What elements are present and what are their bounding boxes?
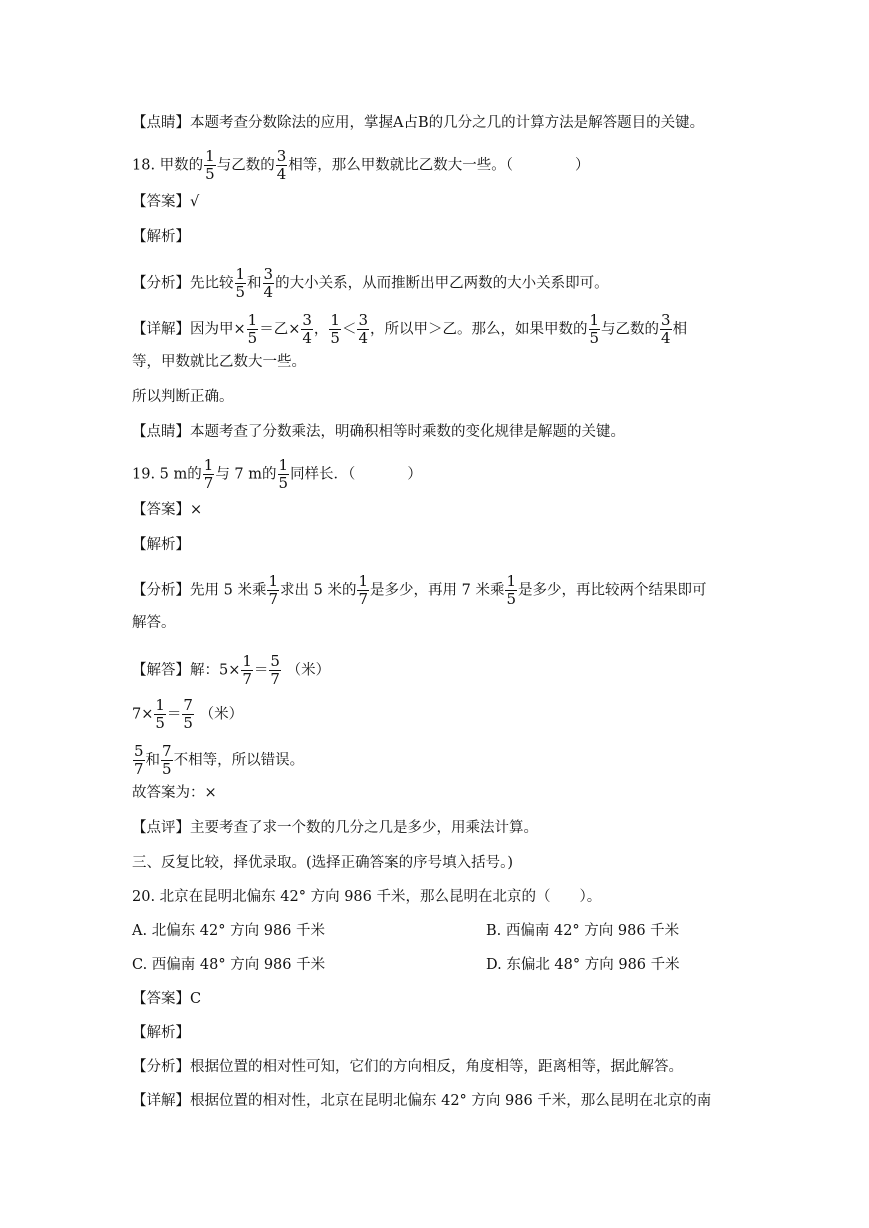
text: ，所以甲＞乙。那么，如果甲数的 [370, 321, 588, 338]
fraction-1-5 [505, 573, 517, 608]
fraction-1-7 [267, 573, 279, 608]
text: 7× [132, 706, 154, 723]
option-a: A. 北偏东 42° 方向 986 千米 [132, 923, 326, 939]
numerator: 5 [270, 652, 280, 670]
numerator: 5 [134, 742, 144, 760]
fraction-1-5 [235, 266, 247, 301]
equation-2 [132, 697, 243, 732]
fraction-1-5 [247, 312, 259, 347]
text: 所以判断正确。 [132, 389, 234, 405]
fraction-3-4 [660, 312, 672, 347]
text: 与乙数的 [216, 157, 275, 174]
numerator: 1 [205, 147, 215, 165]
numerator: 7 [162, 742, 172, 760]
text: 20. 北京在昆明北偏东 42° 方向 986 千米，那么昆明在北京的（ ）。 [132, 889, 602, 905]
text: 求出 5 米的 [280, 582, 357, 599]
fraction-3-4 [263, 266, 275, 301]
text: 19. 5 m的 [132, 466, 202, 483]
fraction-7-5 [161, 743, 173, 778]
detail-20 [132, 1091, 711, 1111]
text: 【解析】 [132, 229, 190, 245]
denominator: 5 [506, 590, 516, 608]
question-18 [132, 148, 590, 183]
analysis-heading-18 [132, 227, 190, 247]
denominator: 5 [205, 165, 215, 183]
numerator: 1 [506, 572, 516, 590]
denominator: 5 [183, 714, 193, 732]
text: 解答。 [132, 615, 176, 631]
fraction-1-7 [241, 653, 253, 688]
denominator: 7 [134, 760, 144, 778]
denominator: 4 [276, 165, 287, 183]
text: ＝ [166, 706, 182, 723]
detail-18 [132, 312, 687, 347]
fraction-1-5 [589, 312, 601, 347]
numerator: 7 [183, 696, 193, 714]
fraction-1-7 [357, 573, 369, 608]
text: 不相等，所以错误。 [173, 752, 305, 769]
numerator: 3 [358, 311, 368, 329]
text: 的大小关系，从而推断出甲乙两数的大小关系即可。 [275, 275, 609, 292]
text: 【分析】先比较 [132, 275, 234, 292]
text: 【详解】因为甲× [132, 321, 246, 338]
tip-18 [132, 422, 625, 442]
text: 故答案为：× [132, 785, 217, 801]
text: 相等，那么甲数就比乙数大一些。（ [288, 157, 514, 174]
denominator: 4 [302, 329, 312, 347]
text: ＝乙× [259, 321, 301, 338]
analysis-19 [132, 573, 707, 608]
numerator: 1 [247, 311, 258, 329]
fraction-5-7 [133, 743, 145, 778]
text: 【分析】根据位置的相对性可知，它们的方向相反，角度相等，距离相等，据此解答。 [132, 1059, 683, 1075]
equation-3 [132, 743, 304, 778]
numerator: 3 [302, 311, 312, 329]
denominator: 4 [263, 283, 274, 301]
numerator: 1 [203, 456, 214, 474]
text: 相 [672, 321, 688, 338]
text: （米） [199, 706, 244, 723]
denominator: 5 [330, 329, 340, 347]
text: ＜ [341, 321, 357, 338]
fraction-3-4 [301, 312, 313, 347]
options-row-1 [132, 921, 325, 941]
analysis-19-cont [132, 613, 176, 633]
question-19 [132, 457, 422, 492]
options-row-2-col-2 [486, 955, 680, 975]
options-row-1-col-2 [486, 921, 679, 941]
text: 同样长．（ [290, 466, 356, 483]
numerator: 1 [268, 572, 278, 590]
text: 和 [247, 275, 262, 292]
text: 18. 甲数的 [132, 157, 204, 174]
answer-18 [132, 192, 199, 212]
answer-19 [132, 500, 202, 520]
question-20 [132, 887, 601, 907]
fraction-3-4 [276, 148, 288, 183]
text: 【解答】解：5× [132, 662, 241, 679]
text: 【答案】× [132, 502, 203, 518]
fraction-5-7 [269, 653, 281, 688]
option-d: D. 东偏北 48° 方向 986 千米 [486, 957, 680, 973]
text: 【详解】根据位置的相对性，北京在昆明北偏东 42° 方向 986 千米，那么昆明在北京的南 [132, 1093, 712, 1109]
text: 是多少，再比较两个结果即可 [518, 582, 707, 599]
denominator: 7 [203, 474, 214, 492]
text: ， [313, 321, 329, 338]
fraction-1-5 [329, 312, 341, 347]
text: 【点评】主要考查了求一个数的几分之几是多少，用乘法计算。 [132, 820, 538, 836]
denominator: 5 [278, 474, 289, 492]
numerator: 1 [330, 311, 340, 329]
numerator: 1 [155, 696, 165, 714]
analysis-heading-20 [132, 1023, 190, 1043]
option-b: B. 西偏南 42° 方向 986 千米 [486, 923, 680, 939]
denominator: 5 [235, 283, 246, 301]
fraction-1-5 [204, 148, 216, 183]
fraction-1-7 [203, 457, 215, 492]
fraction-3-4 [357, 312, 369, 347]
final-answer-19 [132, 783, 217, 803]
text: 与乙数的 [601, 321, 660, 338]
denominator: 5 [589, 329, 600, 347]
detail-18-cont [132, 352, 306, 372]
text: 【分析】先用 5 米乘 [132, 582, 267, 599]
numerator: 1 [278, 456, 289, 474]
text: 与 7 m的 [215, 466, 277, 483]
analysis-20 [132, 1057, 683, 1077]
text: （米） [286, 662, 331, 679]
section-3-heading [132, 853, 513, 873]
text: 【点睛】本题考查分数除法的应用，掌握A占B的几分之几的计算方法是解答题目的关键。 [132, 115, 705, 131]
numerator: 3 [276, 147, 287, 165]
fraction-7-5 [182, 697, 194, 732]
text: 等，甲数就比乙数大一些。 [132, 354, 306, 370]
text: 【解析】 [132, 1025, 190, 1041]
fraction-1-5 [278, 457, 290, 492]
text: 是多少，再用 7 米乘 [370, 582, 505, 599]
fraction-1-5 [154, 697, 166, 732]
text: 【答案】√ [132, 194, 200, 210]
text: ） [575, 157, 590, 174]
text: 【解析】 [132, 537, 190, 553]
text: 【点睛】本题考查了分数乘法，明确积相等时乘数的变化规律是解题的关键。 [132, 424, 625, 440]
text: 三、反复比较，择优录取。(选择正确答案的序号填入括号。) [132, 855, 514, 871]
analysis-heading-19 [132, 535, 190, 555]
denominator: 7 [358, 590, 368, 608]
denominator: 5 [155, 714, 165, 732]
option-c: C. 西偏南 48° 方向 986 千米 [132, 957, 326, 973]
numerator: 3 [263, 265, 274, 283]
denominator: 7 [268, 590, 278, 608]
numerator: 1 [235, 265, 246, 283]
numerator: 3 [661, 311, 671, 329]
text: 和 [145, 752, 161, 769]
numerator: 1 [358, 572, 368, 590]
numerator: 1 [589, 311, 600, 329]
text: ＝ [253, 662, 269, 679]
denominator: 5 [162, 760, 172, 778]
denominator: 4 [358, 329, 368, 347]
options-row-2 [132, 955, 325, 975]
solution-19 [132, 653, 330, 688]
text: 【答案】C [132, 991, 202, 1007]
answer-20 [132, 989, 201, 1009]
analysis-18 [132, 266, 609, 301]
denominator: 5 [247, 329, 258, 347]
denominator: 4 [661, 329, 671, 347]
judgement-18 [132, 387, 234, 407]
denominator: 7 [270, 670, 280, 688]
tip-line-17 [132, 113, 704, 133]
comment-19 [132, 818, 538, 838]
numerator: 1 [242, 652, 252, 670]
text: ） [407, 466, 422, 483]
denominator: 7 [242, 670, 252, 688]
